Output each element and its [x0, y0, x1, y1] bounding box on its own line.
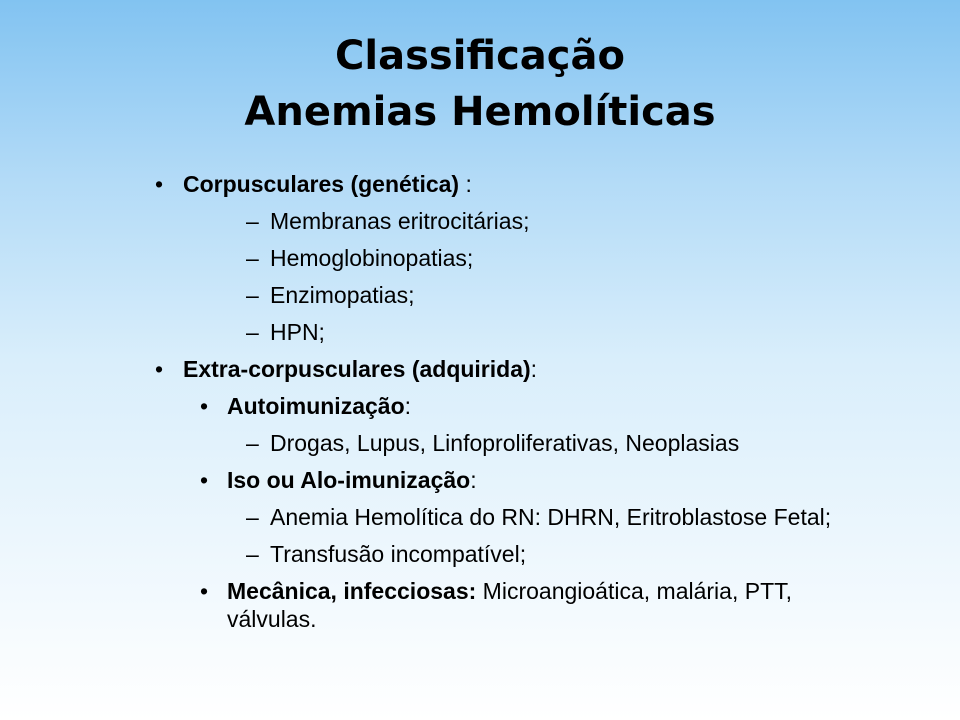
dash-marker: –	[246, 541, 259, 567]
bullet-corpusculares	[150, 170, 850, 198]
bullet-iso-alo-imunizacao	[150, 466, 850, 494]
bullet-marker: •	[155, 171, 164, 197]
bullet-bold-text: Corpusculares (genética)	[183, 171, 460, 197]
sub-item-anemia-rn	[150, 503, 850, 531]
sub-item-text: Hemoglobinopatias;	[270, 245, 474, 271]
dash-marker: –	[246, 319, 259, 345]
bullet-bold-text: Extra-corpusculares (adquirida)	[183, 356, 531, 382]
sub-item-text: HPN;	[270, 319, 325, 345]
sub-item-text: Drogas, Lupus, Linfoproliferativas, Neoplasias	[270, 430, 740, 456]
slide-title	[0, 28, 960, 140]
dash-marker: –	[246, 245, 259, 271]
bullet-text: :	[459, 171, 472, 197]
sub-item-hpn	[150, 318, 850, 346]
bullet-marker: •	[200, 578, 209, 604]
bullet-marker: •	[200, 393, 209, 419]
bullet-mecanica-infecciosas	[150, 577, 850, 633]
dash-marker: –	[246, 430, 259, 456]
bullet-extra-corpusculares	[150, 355, 850, 383]
bullet-text: :	[404, 393, 412, 419]
bullet-bold-text: Iso ou Alo-imunização	[227, 467, 471, 493]
sub-item-drogas	[150, 429, 850, 457]
bullet-text: Microangioática, malária, PTT, válvulas.	[227, 578, 793, 632]
bullet-list	[150, 170, 850, 642]
sub-item-enzimopatias	[150, 281, 850, 309]
dash-marker: –	[246, 504, 259, 530]
sub-item-text: Transfusão incompatível;	[270, 541, 527, 567]
sub-item-membranas	[150, 207, 850, 235]
title-line-1: Classificação	[335, 33, 625, 79]
sub-item-hemoglobinopatias	[150, 244, 850, 272]
bullet-text: :	[530, 356, 538, 382]
dash-marker: –	[246, 208, 259, 234]
sub-item-text: Enzimopatias;	[270, 282, 415, 308]
sub-item-transfusao	[150, 540, 850, 568]
title-line-2: Anemias Hemolíticas	[244, 89, 716, 135]
bullet-marker: •	[200, 467, 209, 493]
sub-item-text: Anemia Hemolítica do RN: DHRN, Eritroblastose Fetal;	[270, 504, 832, 530]
bullet-marker: •	[155, 356, 164, 382]
sub-item-text: Membranas eritrocitárias;	[270, 208, 530, 234]
bullet-bold-text: Mecânica, infecciosas:	[227, 578, 477, 604]
dash-marker: –	[246, 282, 259, 308]
bullet-autoimunizacao	[150, 392, 850, 420]
bullet-text: :	[470, 467, 477, 493]
bullet-bold-text: Autoimunização	[227, 393, 405, 419]
